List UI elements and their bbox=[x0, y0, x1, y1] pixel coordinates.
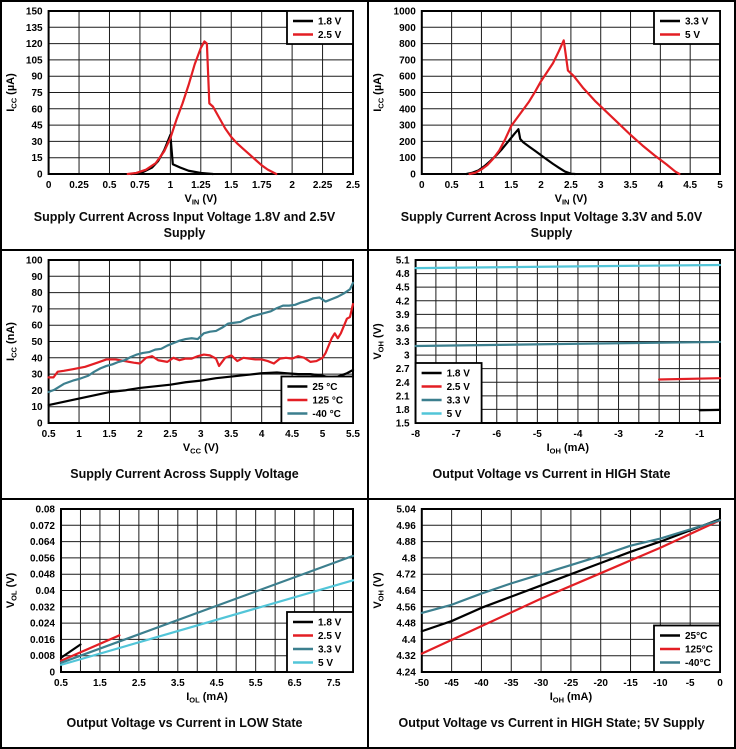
x-tick-label: -10 bbox=[653, 678, 668, 689]
x-tick-label: -3 bbox=[614, 429, 623, 440]
x-tick-label: 5 bbox=[319, 429, 326, 440]
chart-canvas-supply-current-vs-vcc bbox=[2, 251, 367, 457]
x-tick-labels bbox=[46, 180, 361, 191]
legend-label: 3.3 V bbox=[685, 16, 709, 28]
y-tick-label: 20 bbox=[31, 385, 43, 397]
x-tick-label: 5.5 bbox=[248, 678, 263, 689]
x-tick-label: -30 bbox=[533, 678, 549, 689]
y-tick-label: 4.48 bbox=[396, 618, 416, 630]
y-tick-label: 70 bbox=[31, 304, 43, 316]
x-tick-label: 1.75 bbox=[251, 180, 272, 191]
y-tick-label: 30 bbox=[31, 369, 43, 381]
x-tick-label: 1.5 bbox=[92, 678, 107, 689]
y-axis-label: $V_{OH}$ (V) bbox=[372, 323, 386, 360]
y-tick-label: 4.64 bbox=[396, 586, 416, 597]
y-axis-label: $V_{OL}$ (V) bbox=[5, 572, 19, 609]
y-tick-labels bbox=[396, 256, 410, 430]
y-tick-label: 3 bbox=[404, 350, 410, 362]
x-tick-label: 2 bbox=[289, 180, 295, 191]
x-tick-label: -20 bbox=[593, 678, 608, 689]
x-tick-label: 2.5 bbox=[131, 678, 146, 689]
legend-label: 125°C bbox=[685, 644, 713, 656]
legend-label: -40°C bbox=[685, 658, 711, 669]
y-tick-label: 0.008 bbox=[29, 651, 55, 663]
x-tick-labels bbox=[42, 429, 361, 440]
x-tick-label: 1.5 bbox=[504, 180, 519, 191]
y-tick-label: 0 bbox=[410, 169, 416, 181]
y-tick-label: 0.048 bbox=[29, 569, 55, 581]
y-tick-label: 2.4 bbox=[395, 377, 410, 389]
x-tick-label: 3 bbox=[198, 429, 204, 440]
x-tick-label: 4 bbox=[657, 180, 664, 191]
y-tick-label: 100 bbox=[25, 255, 43, 267]
x-tick-label: 5 bbox=[717, 180, 723, 191]
series-line-5-v bbox=[416, 265, 720, 268]
y-tick-label: 4.96 bbox=[396, 520, 416, 532]
chart-title: Output Voltage vs Current in LOW State bbox=[66, 715, 303, 730]
legend-label: 1.8 V bbox=[318, 16, 342, 28]
x-tick-label: 4.5 bbox=[683, 180, 698, 191]
x-axis-label: $I_{OL}$ (mA) bbox=[186, 691, 228, 705]
y-tick-label: 4.8 bbox=[401, 553, 416, 565]
x-tick-label: 4.5 bbox=[285, 429, 300, 440]
y-tick-label: 100 bbox=[399, 153, 416, 165]
x-tick-label: 2 bbox=[137, 429, 143, 440]
y-tick-label: 3.6 bbox=[395, 323, 410, 335]
y-tick-label: 30 bbox=[31, 136, 43, 148]
x-tick-label: 1.5 bbox=[102, 429, 117, 440]
y-tick-label: 4.72 bbox=[396, 569, 416, 581]
y-tick-label: 200 bbox=[399, 136, 416, 148]
y-tick-labels bbox=[30, 505, 55, 679]
y-tick-label: 0.056 bbox=[29, 553, 55, 565]
y-tick-label: 1000 bbox=[393, 6, 416, 18]
chart-title: Supply Current Across Supply Voltage bbox=[70, 466, 299, 481]
chart-vol-vs-iol bbox=[2, 500, 367, 747]
x-axis-label: $V_{IN}$ (V) bbox=[554, 193, 588, 207]
x-tick-labels bbox=[419, 180, 723, 191]
chart-supply-current-3v3-5v bbox=[369, 2, 734, 249]
x-tick-label: 0.75 bbox=[130, 180, 150, 191]
legend-label: 1.8 V bbox=[318, 617, 342, 629]
legend bbox=[287, 612, 353, 672]
x-tick-labels bbox=[54, 678, 341, 689]
x-tick-label: -6 bbox=[492, 429, 502, 440]
x-tick-label: -50 bbox=[414, 678, 430, 689]
x-tick-label: 0 bbox=[717, 678, 723, 689]
chart-supply-current-1v8-2v5 bbox=[2, 2, 367, 249]
y-tick-label: 4.32 bbox=[396, 651, 416, 663]
legend-label: 5 V bbox=[685, 30, 701, 41]
chart-voh-vs-ioh bbox=[369, 251, 734, 498]
x-tick-label: 1 bbox=[76, 429, 82, 440]
legend bbox=[281, 377, 353, 424]
legend-label: 3.3 V bbox=[446, 395, 470, 407]
x-tick-label: -25 bbox=[563, 678, 579, 689]
y-tick-label: 0 bbox=[37, 418, 43, 430]
y-tick-label: 15 bbox=[31, 153, 43, 165]
x-tick-label: 3 bbox=[597, 180, 604, 191]
chart-voh-vs-ioh-5v bbox=[369, 500, 734, 747]
chart-canvas-voh-vs-ioh bbox=[369, 251, 734, 457]
series-line-2.5-v bbox=[659, 378, 720, 379]
y-tick-label: 150 bbox=[25, 6, 43, 18]
x-tick-label: 5.5 bbox=[346, 429, 360, 440]
y-tick-label: 0.064 bbox=[29, 537, 55, 549]
chart-supply-current-vs-vcc bbox=[2, 251, 367, 498]
x-tick-label: 7.5 bbox=[326, 678, 341, 689]
legend bbox=[654, 626, 720, 673]
x-tick-label: 0.5 bbox=[54, 678, 68, 689]
x-axis-label: $V_{IN}$ (V) bbox=[184, 193, 218, 207]
legend-label: 125 °C bbox=[312, 395, 344, 407]
y-tick-label: 4.88 bbox=[396, 537, 416, 549]
x-tick-label: 3.5 bbox=[224, 429, 239, 440]
y-tick-label: 3.9 bbox=[395, 309, 410, 321]
x-tick-label: 1 bbox=[167, 180, 174, 191]
y-axis-label: $V_{OH}$ (V) bbox=[372, 572, 386, 609]
y-tick-label: 4.5 bbox=[395, 282, 410, 294]
legend-label: 3.3 V bbox=[318, 644, 342, 656]
x-tick-label: -35 bbox=[504, 678, 519, 689]
x-tick-label: -1 bbox=[695, 429, 705, 440]
y-tick-label: 500 bbox=[399, 88, 416, 99]
y-tick-label: 0 bbox=[37, 169, 43, 181]
x-tick-label: 0.25 bbox=[69, 180, 89, 191]
x-tick-label: -8 bbox=[411, 429, 421, 440]
x-tick-label: 6.5 bbox=[287, 678, 302, 689]
legend-label: 2.5 V bbox=[446, 382, 470, 393]
x-axis-label: $I_{OH}$ (mA) bbox=[546, 442, 590, 456]
x-tick-label: 4.5 bbox=[209, 678, 224, 689]
y-tick-label: 80 bbox=[31, 288, 43, 300]
x-axis-label: $V_{CC}$ (V) bbox=[182, 442, 219, 456]
x-tick-label: -2 bbox=[654, 429, 664, 440]
y-tick-label: 2.1 bbox=[395, 391, 410, 403]
y-axis-label: $I_{CC}$ (µA) bbox=[372, 73, 386, 112]
x-tick-label: 1.5 bbox=[224, 180, 239, 191]
y-tick-label: 0.032 bbox=[29, 602, 55, 614]
chart-title: Supply Current Across Input Voltage 1.8V and 2.5V Supply bbox=[33, 209, 336, 240]
y-tick-label: 800 bbox=[399, 39, 416, 51]
y-tick-label: 0.024 bbox=[29, 618, 55, 630]
y-tick-label: 900 bbox=[399, 22, 416, 34]
x-tick-label: -7 bbox=[451, 429, 461, 440]
chart-title: Output Voltage vs Current in HIGH State; 5V Supply bbox=[398, 715, 705, 730]
y-tick-label: 5.04 bbox=[396, 504, 416, 516]
y-tick-label: 4.56 bbox=[396, 602, 416, 614]
chart-canvas-supply-current-1v8-2v5 bbox=[2, 2, 367, 208]
x-tick-labels bbox=[415, 678, 724, 689]
y-tick-label: 2.7 bbox=[395, 364, 410, 376]
y-tick-label: 4.8 bbox=[395, 269, 410, 281]
x-tick-label: 4 bbox=[258, 429, 265, 440]
y-tick-label: 0.04 bbox=[35, 586, 55, 597]
y-tick-label: 4.2 bbox=[395, 296, 410, 308]
x-tick-labels bbox=[411, 429, 704, 440]
x-tick-label: -45 bbox=[444, 678, 459, 689]
legend-label: 2.5 V bbox=[318, 631, 342, 642]
y-tick-label: 120 bbox=[25, 39, 43, 51]
legend-label: 25 °C bbox=[312, 382, 338, 393]
x-tick-label: 0.5 bbox=[102, 180, 117, 191]
x-tick-label: 1.25 bbox=[191, 180, 211, 191]
chart-canvas-vol-vs-iol bbox=[2, 500, 367, 706]
y-tick-labels bbox=[394, 7, 417, 181]
series-line-3.3-v bbox=[416, 342, 720, 346]
x-tick-label: 2.5 bbox=[563, 180, 578, 191]
x-tick-label: -40 bbox=[474, 678, 489, 689]
y-tick-label: 400 bbox=[399, 104, 416, 116]
x-tick-label: -4 bbox=[573, 429, 583, 440]
chart-title: Output Voltage vs Current in HIGH State bbox=[432, 466, 671, 481]
y-tick-label: 105 bbox=[25, 55, 43, 67]
series bbox=[128, 41, 277, 174]
y-tick-label: 135 bbox=[25, 22, 43, 34]
x-tick-label: 0 bbox=[45, 180, 52, 191]
x-tick-label: -5 bbox=[685, 678, 695, 689]
series-line-2.5-v bbox=[128, 41, 277, 174]
x-tick-label: -15 bbox=[623, 678, 638, 689]
legend bbox=[416, 363, 482, 423]
y-tick-label: 90 bbox=[31, 271, 43, 283]
y-tick-label: 0.08 bbox=[35, 504, 55, 516]
x-tick-label: 1 bbox=[478, 180, 485, 191]
y-tick-label: 4.4 bbox=[401, 634, 416, 646]
y-tick-label: 50 bbox=[31, 337, 43, 348]
y-tick-labels bbox=[396, 505, 416, 679]
chart-canvas-supply-current-3v3-5v bbox=[369, 2, 734, 208]
y-tick-label: 300 bbox=[399, 120, 416, 132]
legend-label: 5 V bbox=[318, 658, 334, 669]
y-axis-label: $I_{CC}$ (nA) bbox=[5, 322, 19, 361]
legend bbox=[287, 11, 353, 44]
y-tick-label: 90 bbox=[31, 71, 43, 83]
y-tick-label: 0.016 bbox=[29, 634, 55, 646]
chart-title: Supply Current Across Input Voltage 3.3V and 5.0V Supply bbox=[400, 209, 703, 240]
y-tick-label: 3.3 bbox=[395, 337, 410, 348]
y-tick-label: 600 bbox=[399, 71, 416, 83]
x-tick-label: 0.5 bbox=[41, 429, 56, 440]
y-tick-label: 1.8 bbox=[395, 404, 410, 416]
chart-canvas-voh-vs-ioh-5v bbox=[369, 500, 734, 706]
y-tick-label: 0.072 bbox=[29, 520, 55, 532]
y-tick-label: 40 bbox=[31, 353, 43, 365]
x-tick-label: 3.5 bbox=[623, 180, 638, 191]
x-tick-label: -5 bbox=[532, 429, 542, 440]
y-tick-label: 75 bbox=[31, 88, 43, 99]
x-axis-label: $I_{OH}$ (mA) bbox=[549, 691, 593, 705]
y-tick-label: 45 bbox=[31, 120, 43, 132]
x-tick-label: 3.5 bbox=[170, 678, 185, 689]
legend-label: 2.5 V bbox=[318, 30, 342, 41]
x-tick-label: 0.5 bbox=[444, 180, 459, 191]
y-tick-label: 60 bbox=[31, 104, 43, 116]
y-tick-label: 5.1 bbox=[395, 255, 410, 267]
legend-label: 1.8 V bbox=[446, 368, 470, 380]
legend-label: 25°C bbox=[685, 631, 708, 642]
y-tick-label: 60 bbox=[31, 320, 43, 332]
y-tick-label: 1.5 bbox=[395, 418, 410, 430]
x-tick-label: 2.25 bbox=[312, 180, 333, 191]
x-tick-label: 2.5 bbox=[163, 429, 178, 440]
x-tick-label: 2.5 bbox=[346, 180, 360, 191]
x-tick-label: 2 bbox=[538, 180, 544, 191]
legend bbox=[654, 11, 720, 44]
y-tick-label: 0 bbox=[49, 667, 55, 679]
y-tick-label: 10 bbox=[31, 402, 43, 414]
legend-label: -40 °C bbox=[312, 409, 341, 420]
legend-label: 5 V bbox=[446, 409, 462, 420]
x-tick-label: 0 bbox=[419, 180, 425, 191]
y-tick-labels bbox=[26, 256, 43, 430]
y-tick-label: 700 bbox=[399, 55, 416, 67]
y-axis-label: $I_{CC}$ (µA) bbox=[5, 73, 19, 112]
y-tick-label: 4.24 bbox=[396, 667, 416, 679]
y-tick-labels bbox=[26, 7, 43, 181]
